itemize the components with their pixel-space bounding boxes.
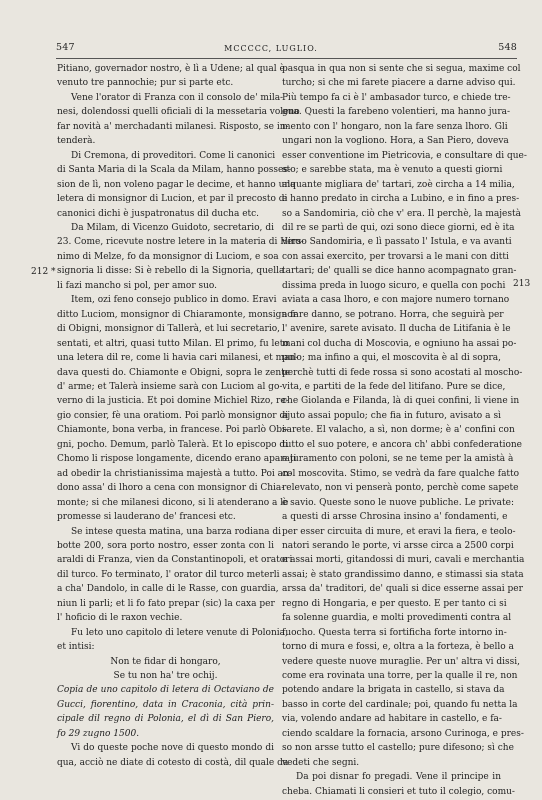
text-line: fo 29 zugno 1500. — [57, 728, 140, 739]
text-line: tartari; de' qualli se dice hanno acompagnato gran- — [282, 266, 517, 277]
text-line: botte 200, sora porto nostro, esser zonta con li — [57, 540, 274, 551]
text-line: che Giolanda e Filanda, là di quei confini, li viene in — [282, 396, 520, 407]
header-rule — [56, 58, 517, 59]
text-line: so a Sandomiria, ciò che v' era. Il perchè, la majestà — [282, 208, 521, 219]
text-line: niun li parli; et li fo fato prepar (sic) la caxa per — [57, 598, 275, 609]
text-line: fa solenne guardia, e molti provedimenti contra al — [282, 613, 512, 624]
text-line: vedeti che segni. — [282, 757, 360, 768]
text-line: Di Cremona, di proveditori. Come li canonici — [71, 150, 276, 161]
text-line: Vi do queste poche nove di questo mondo di — [71, 743, 274, 754]
text-line: araldi di Franza, vien da Constantinopoli, et oratori — [57, 555, 293, 566]
text-line: assai; è stato grandissimo danno, e stimassi sia stata — [282, 569, 524, 580]
running-title: MCCCCC, LUGLIO. — [224, 44, 318, 53]
text-line: Gucci, fiorentino, data in Craconia, cità prin- — [57, 699, 274, 710]
text-line: monte; si che milanesi dicono, si li atenderano a le — [57, 497, 289, 508]
text-line: Pitiano, governador nostro, è lì a Udene; al qual è — [57, 64, 285, 74]
text-line: Vene l'orator di Franza con il consolo de' mila- — [71, 92, 284, 103]
text-line: fuocho. Questa terra si fortificha forte intorno in- — [282, 627, 507, 638]
left-text-column — [57, 62, 304, 770]
text-line: a fare danno, se potrano. Horra, che seguirà per — [282, 309, 504, 320]
text-line: sentati, et altri, quasi tutto Milan. El primo, fu leto — [57, 338, 289, 349]
text-line: dono assa' di lhoro a cena con monsignor di Chia- — [57, 483, 285, 494]
text-line: Copia de uno capitolo di letera di Octaviano de — [57, 685, 274, 696]
text-line: aviata a casa lhoro, e con majore numero tornano — [282, 295, 510, 306]
text-line: ditto Luciom, monsignor di Chiaramonte, monsignor — [57, 309, 297, 320]
text-line: ungari non la vogliono. Hora, a San Piero, doveva — [282, 136, 509, 147]
text-line: di Santa Maria di la Scala da Milam, hanno posses- — [57, 165, 291, 176]
text-line: potendo andare la brigata in castello, si stava da — [282, 685, 505, 696]
text-line: verso Sandomiria, e lì passato l' Istula, e va avanti — [282, 237, 512, 248]
text-line: come era rovinata una torre, per la qualle il re, non — [282, 671, 518, 682]
text-line: nimo di Melze, fo da monsignor di Luciom, e soa — [57, 251, 279, 262]
text-line: di Obigni, monsignor di Tallerà, et lui secretario, — [57, 324, 280, 335]
text-line: via, volendo andare ad habitare in castello, e fa- — [282, 714, 502, 725]
text-line: dissima preda in luogo sicuro, e quella con pochi — [282, 280, 506, 291]
text-line: canonici dichi è juspatronatus dil ducha etc. — [57, 208, 260, 219]
text-line: cipale dil regno di Polonia, el dì di San Piero, — [57, 714, 274, 725]
text-line: con assai exercito, per trovarsi a le mani con ditti — [282, 251, 509, 262]
text-line: verno di la justicia. Et poi domine Michiel Rizo, re- — [57, 396, 289, 407]
text-line: qua, acciò ne diate di cotesto di costà, dil quale da — [57, 757, 289, 768]
text-line: promesse si lauderano de' francesi etc. — [57, 512, 236, 523]
left-margin-note: 212 * — [31, 267, 56, 277]
text-line: signoria li disse: Si è rebello di la Signoria, quella — [57, 266, 285, 277]
text-line: dil turco. Fo terminato, l' orator dil turco meterli — [57, 569, 280, 580]
text-line: sarete. El valacho, a sì, non dorme; è a' confini con — [282, 425, 515, 436]
text-line: sion de lì, non voleno pagar le decime, et hanno una — [57, 179, 296, 190]
text-line: una letera dil re, come li havia cari milanesi, et man- — [57, 353, 299, 364]
text-line: l' hoficio di le raxon vechie. — [57, 613, 183, 624]
text-line: è savio. Queste sono le nuove publiche. Le private: — [282, 497, 514, 508]
text-line: gua. Questi la farebeno volentieri, ma hanno jura- — [282, 107, 511, 118]
text-line: dava questi do. Chiamonte e Obigni, sopra le zente — [57, 367, 291, 378]
text-line: far novità a' merchadanti milanesi. Risposto, se in- — [57, 121, 289, 132]
text-line: esser conventione im Pietricovia, e consultare di que- — [282, 150, 527, 161]
text-line: gni, pocho. Demum, parlò Talerà. Et lo episcopo di — [57, 439, 289, 450]
text-line: Item, ozi feno consejo publico in domo. Eravi — [71, 295, 277, 306]
text-line: ad obedir la christianissima majestà a tutto. Poi an- — [57, 468, 292, 479]
text-line: relevato, non vi penserà ponto, perchè come sapete — [282, 483, 519, 494]
text-line: Fu leto uno capitolo di letere venute di Polonia, — [71, 627, 288, 638]
text-line: Se intese questa matina, una barza rodiana di — [71, 526, 282, 537]
text-line: e juramento con poloni, se ne teme per la amistà à — [282, 454, 514, 465]
text-line: tenderà. — [57, 136, 96, 147]
text-line: li fazi mancho si pol, per amor suo. — [57, 280, 218, 291]
text-line: l' avenire, sarete avisato. Il ducha de Litifania è le — [282, 324, 511, 335]
text-line: e hanno predato in circha a Lubino, e in fino a pres- — [282, 194, 520, 205]
text-line: basso in corte del cardinale; poi, quando fu netta la — [282, 699, 518, 710]
text-line: pasqua in qua non si sente che si segua, maxime col — [282, 64, 521, 74]
text-line: Da poi disnar fo pregadi. Vene il principe in — [296, 772, 501, 783]
right-margin-note: 213 — [513, 279, 531, 289]
text-line: nesi, dolendossi quelli oficiali di la messetaria voleno — [57, 107, 300, 118]
text-line: vedere queste nuove muraglie. Per un' altra vi dissi, — [282, 656, 521, 667]
right-page-number: 548 — [498, 42, 517, 53]
text-line: pulo; ma infino a qui, el moscovita è al di sopra, — [282, 353, 501, 364]
text-line: cheba. Chiamati li consieri et tuto il colegio, comu- — [282, 786, 515, 797]
text-line: letera di monsignor di Lucion, et par il precosto di — [57, 194, 288, 205]
text-line: mento con l' hongaro, non la fare senza lhoro. Gli — [282, 121, 508, 132]
text-line: gio consier, fè una oratiom. Poi parlò monsignor di — [57, 410, 289, 421]
text-line: dil re se partì de qui, ozi sono diece giorni, ed è ita — [282, 222, 515, 233]
text-line: regno di Hongaria, e per questo. E per tanto ci si — [282, 598, 507, 609]
text-line: turcho; si che mi farete piacere a darne adviso qui. — [282, 78, 516, 89]
text-line: a cha' Dandolo, in calle di le Rasse, con guardia, — [57, 584, 279, 595]
text-line: vita, e partiti de la fede del litifano. Pure se dice, — [282, 381, 506, 392]
text-line: Da Milam, di Vicenzo Guidoto, secretario, di — [71, 222, 274, 233]
text-line: ciendo scaldare la fornacia, arsono Curinoga, e pres- — [282, 728, 524, 739]
text-line: alquante migliara de' tartari, zoè circha a 14 milia, — [282, 179, 515, 190]
text-line: d' arme; et Talerà insieme sarà con Luciom al go- — [57, 381, 283, 392]
text-line: a questi di arsse Chrosina insino a' fondamenti, e — [282, 512, 508, 523]
text-line: ajuto assai populo; che fia in futuro, avisato a sì — [282, 410, 501, 421]
text-line: Più tempo fa ci è l' ambasador turco, e chiede tre- — [282, 92, 511, 103]
text-line: 23. Come, ricevute nostre letere in la materia di Hiro- — [57, 237, 304, 248]
text-line: col moscovita. Stimo, se vedrà da fare qualche fatto — [282, 468, 520, 479]
left-page-number: 547 — [56, 42, 75, 53]
text-line: Chiamonte, bona verba, in francese. Poi parlò Obi- — [57, 425, 288, 436]
text-line: venuto tre pannochie; pur si parte etc. — [57, 78, 234, 89]
text-line: mani col ducha di Moscovia, e ogniuno ha assai po- — [282, 338, 517, 349]
text-line: sto; e sarebbe stata, ma è venuto a questi giorni — [282, 165, 503, 176]
text-line: Se tu non ha' tre ochij. — [113, 671, 218, 682]
text-line: tutto el suo potere, e ancora ch' abbi confederatione — [282, 439, 522, 450]
text-line: so non arsse tutto el castello; pure difesono; sì che — [282, 743, 514, 754]
text-line: et intisi: — [57, 642, 95, 653]
text-line: Chomo li rispose longamente, dicendo erano aparati — [57, 454, 297, 465]
text-line: natori serando le porte, vi arsse circa a 2500 corpi — [282, 540, 514, 551]
text-line: arssa da' traditori, de' quali si dice esserne assai per — [282, 584, 523, 595]
text-line: Non te fidar di hongaro, — [110, 656, 221, 667]
text-line: per esser circuita di mure, et eravi la fiera, e teolo- — [282, 526, 516, 537]
text-line: torno di mura e fossi, e, oltra a la forteza, è bello a — [282, 642, 514, 653]
text-line: e assai morti, gitandossi di muri, cavali e merchantia — [282, 555, 525, 566]
text-line: perchè tutti di fede rossa si sono acostati al moscho- — [282, 367, 523, 378]
